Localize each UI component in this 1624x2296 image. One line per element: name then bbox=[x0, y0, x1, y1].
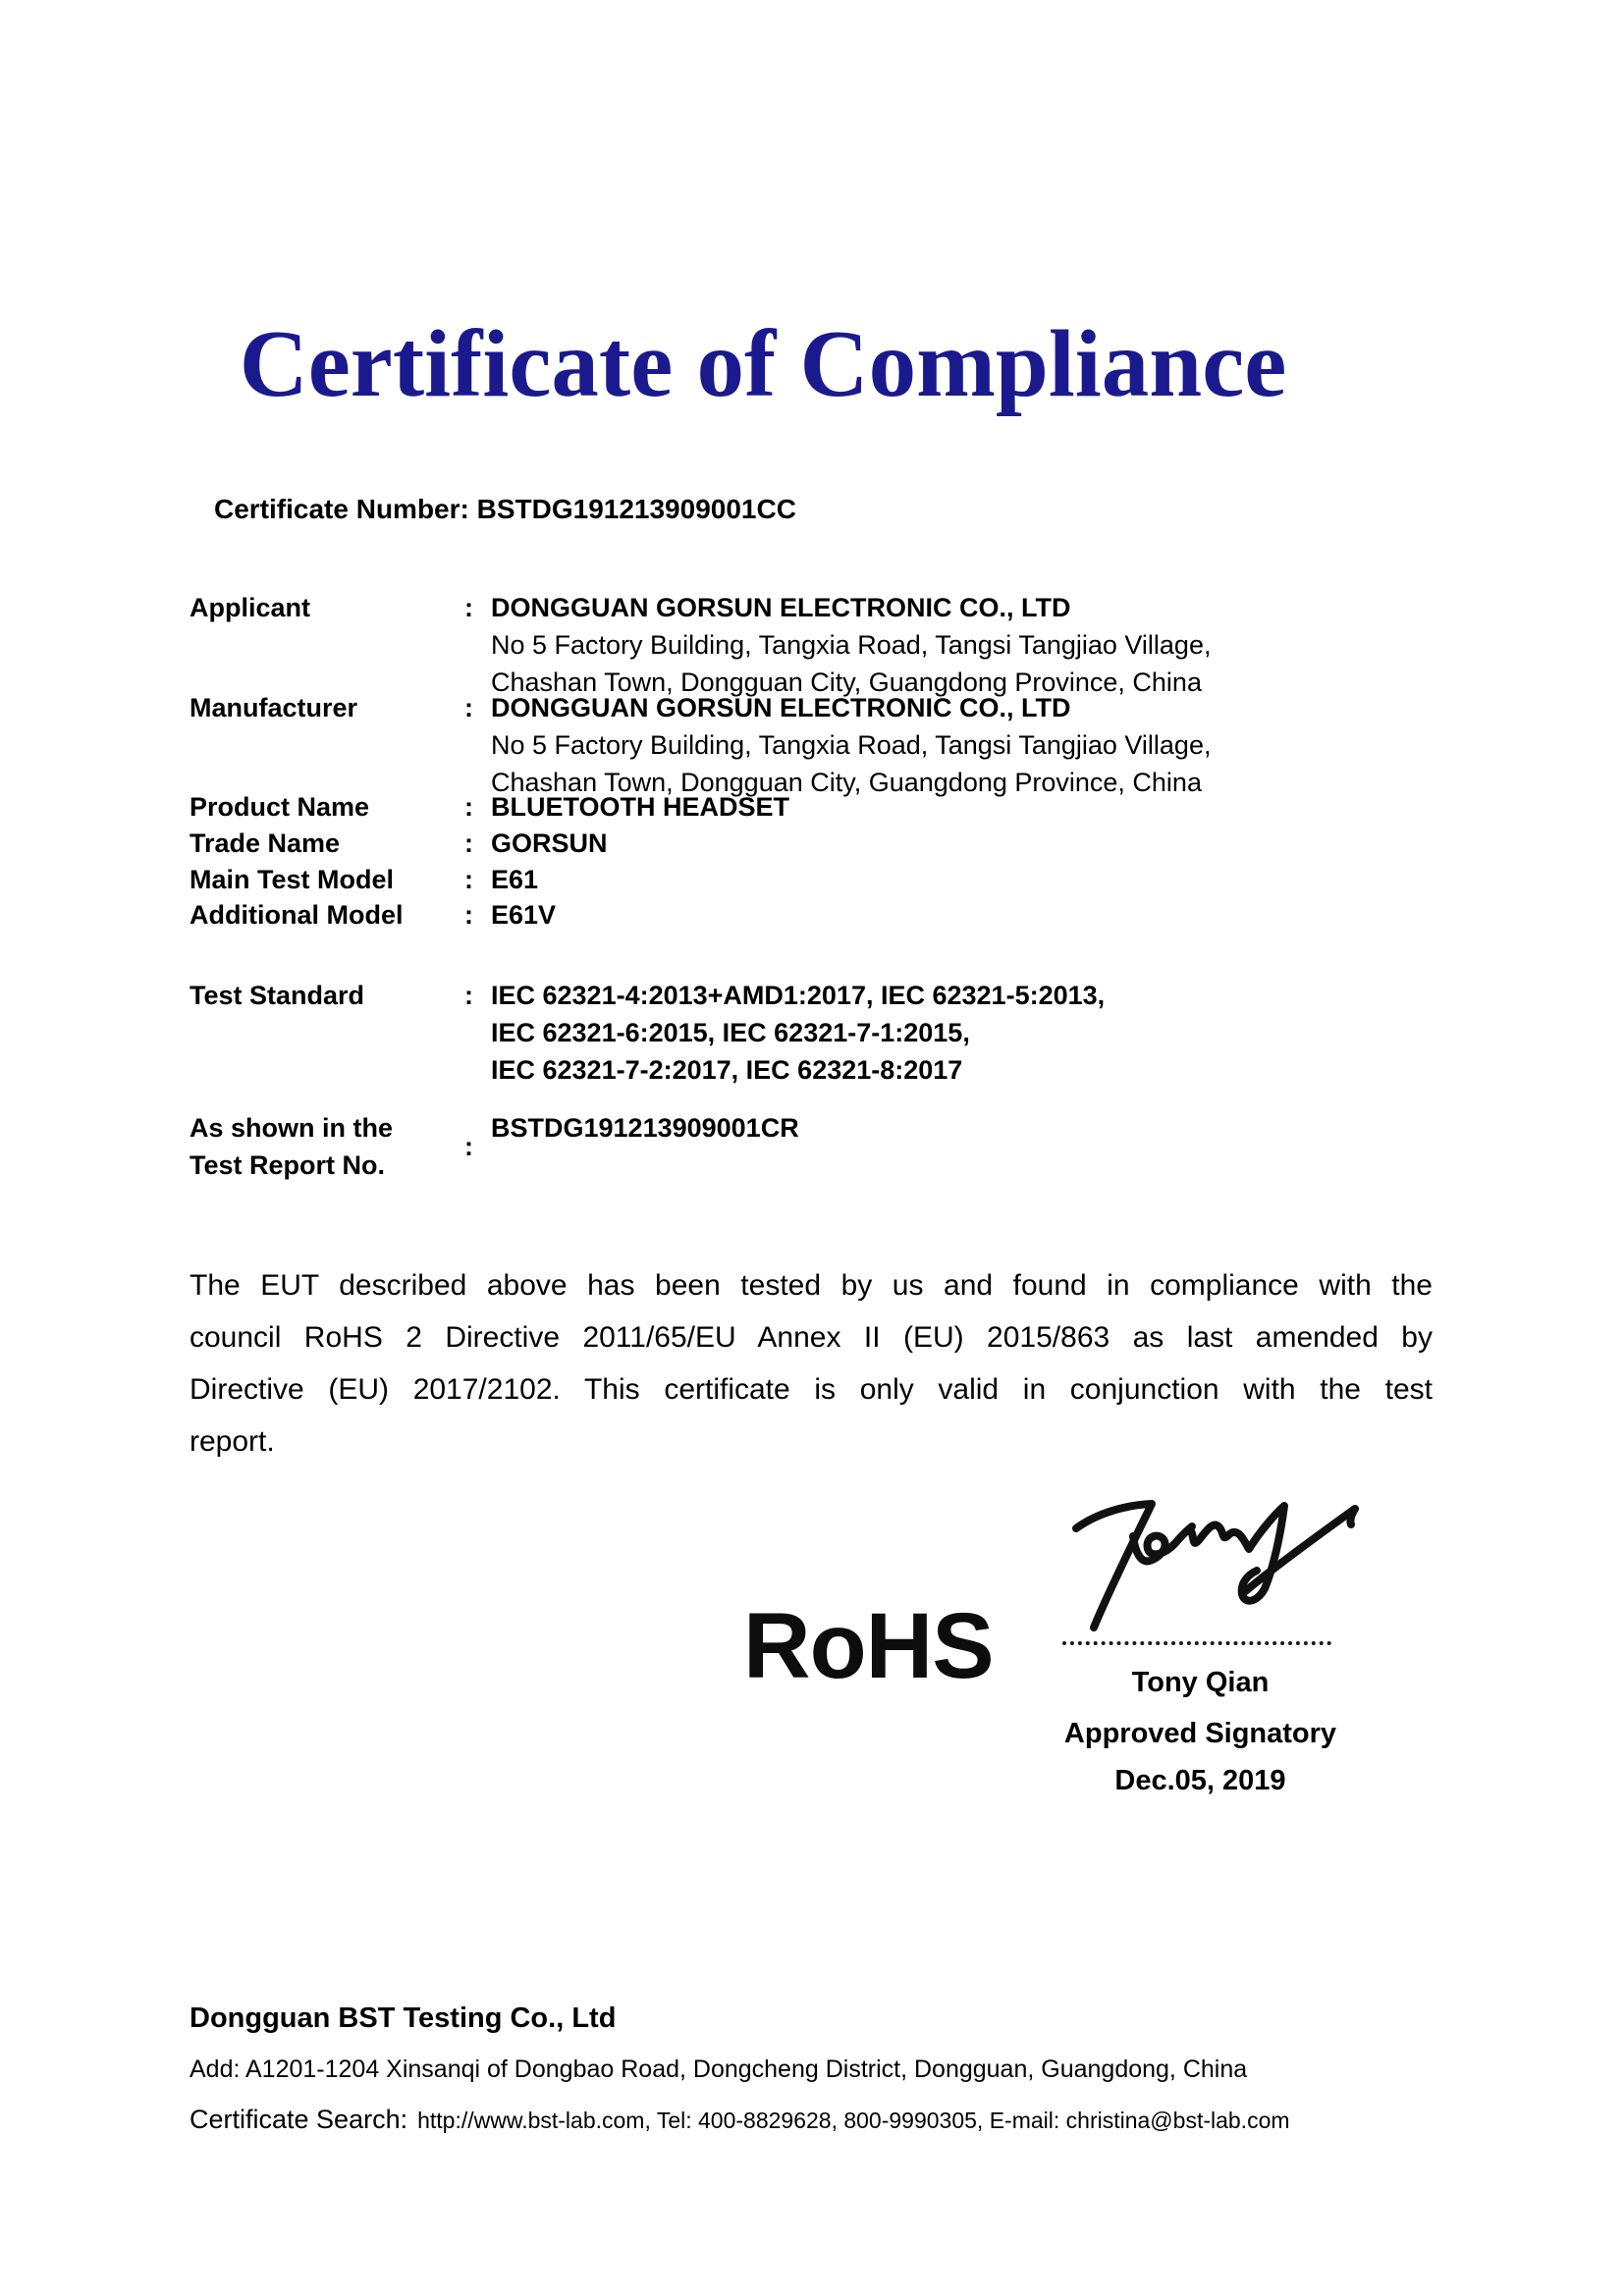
statement-line: report. bbox=[189, 1425, 275, 1458]
test-report-label-line2: Test Report No. bbox=[189, 1150, 386, 1180]
test-report-label bbox=[189, 1109, 464, 1184]
test-standard-line2: IEC 62321-6:2015, IEC 62321-7-1:2015, bbox=[491, 1018, 970, 1047]
additional-model-value: E61V bbox=[491, 900, 557, 930]
statement-line: The EUT described above has been tested by us and found in compliance with the bbox=[189, 1269, 1433, 1302]
signatory-name: Tony Qian bbox=[1131, 1667, 1270, 1698]
applicant-company: DONGGUAN GORSUN ELECTRONIC CO., LTD bbox=[491, 593, 1071, 622]
certificate-search-label: Certificate Search: bbox=[189, 2105, 408, 2134]
manufacturer-label: Manufacturer bbox=[189, 693, 358, 722]
field-colon: : bbox=[464, 693, 473, 722]
trade-name-label: Trade Name bbox=[189, 828, 341, 858]
signature-dotted-line bbox=[1062, 1641, 1331, 1645]
certificate-number-value: BSTDG191213909001CC bbox=[476, 494, 796, 524]
test-standard-label: Test Standard bbox=[189, 981, 365, 1010]
field-row-test-report bbox=[189, 1109, 1446, 1184]
statement-line: council RoHS 2 Directive 2011/65/EU Annex II (EU) 2015/863 as last amended by bbox=[189, 1321, 1433, 1354]
compliance-statement bbox=[189, 1259, 1433, 1468]
additional-model-label: Additional Model bbox=[189, 900, 404, 930]
field-row-product-name bbox=[189, 788, 1446, 826]
test-report-label-line1: As shown in the bbox=[189, 1113, 394, 1143]
field-row-manufacturer bbox=[189, 689, 1446, 801]
test-standard-line3: IEC 62321-7-2:2017, IEC 62321-8:2017 bbox=[491, 1055, 963, 1085]
manufacturer-address-line2: Chashan Town, Dongguan City, Guangdong Province, China bbox=[491, 768, 1202, 797]
applicant-label: Applicant bbox=[189, 593, 311, 622]
field-row-additional-model bbox=[189, 896, 1446, 934]
field-colon: : bbox=[464, 828, 473, 858]
footer-certificate-search-line bbox=[189, 2104, 1290, 2135]
field-colon: : bbox=[464, 900, 473, 930]
main-test-model-label: Main Test Model bbox=[189, 865, 395, 894]
signatory-role: Approved Signatory bbox=[1063, 1718, 1337, 1749]
rohs-logo: RoHS bbox=[743, 1594, 994, 1698]
footer-company-name: Dongguan BST Testing Co., Ltd bbox=[189, 2002, 617, 2034]
field-row-test-standard bbox=[189, 977, 1446, 1089]
main-test-model-value: E61 bbox=[491, 865, 539, 894]
certificate-number-line bbox=[214, 493, 796, 526]
applicant-address-line2: Chashan Town, Dongguan City, Guangdong Province, China bbox=[491, 667, 1202, 697]
statement-line: Directive (EU) 2017/2102. This certificate is only valid in conjunction with the test bbox=[189, 1373, 1433, 1406]
product-name-value: BLUETOOTH HEADSET bbox=[491, 792, 790, 822]
applicant-value bbox=[491, 589, 1211, 701]
manufacturer-address-line1: No 5 Factory Building, Tangxia Road, Tangsi Tangjiao Village, bbox=[491, 730, 1212, 760]
test-standard-value bbox=[491, 977, 1105, 1089]
certificate-search-value: http://www.bst-lab.com, Tel: 400-8829628, 800-9990305, E-mail: christina@bst-lab.com bbox=[417, 2108, 1290, 2133]
footer-address: Add: A1201-1204 Xinsanqi of Dongbao Road, Dongcheng District, Dongguan, Guangdong, China bbox=[189, 2056, 1248, 2083]
field-colon: : bbox=[464, 792, 473, 822]
manufacturer-value bbox=[491, 689, 1211, 801]
page-title: Certificate of Compliance bbox=[239, 311, 1287, 416]
certificate-number-label: Certificate Number: bbox=[214, 494, 469, 524]
field-row-applicant bbox=[189, 589, 1446, 701]
field-colon: : bbox=[464, 1132, 473, 1161]
signatory-date: Dec.05, 2019 bbox=[1114, 1765, 1286, 1796]
field-row-main-test-model bbox=[189, 861, 1446, 898]
test-standard-line1: IEC 62321-4:2013+AMD1:2017, IEC 62321-5:2013, bbox=[491, 981, 1106, 1010]
trade-name-value: GORSUN bbox=[491, 828, 608, 858]
applicant-address-line1: No 5 Factory Building, Tangxia Road, Tangsi Tangjiao Village, bbox=[491, 630, 1212, 660]
field-row-trade-name bbox=[189, 825, 1446, 862]
product-name-label: Product Name bbox=[189, 792, 370, 822]
field-colon: : bbox=[464, 865, 473, 894]
field-colon: : bbox=[464, 981, 473, 1010]
field-colon: : bbox=[464, 593, 473, 622]
signature-handwriting-icon bbox=[1041, 1468, 1394, 1654]
test-report-value: BSTDG191213909001CR bbox=[491, 1113, 799, 1143]
manufacturer-company: DONGGUAN GORSUN ELECTRONIC CO., LTD bbox=[491, 693, 1071, 722]
